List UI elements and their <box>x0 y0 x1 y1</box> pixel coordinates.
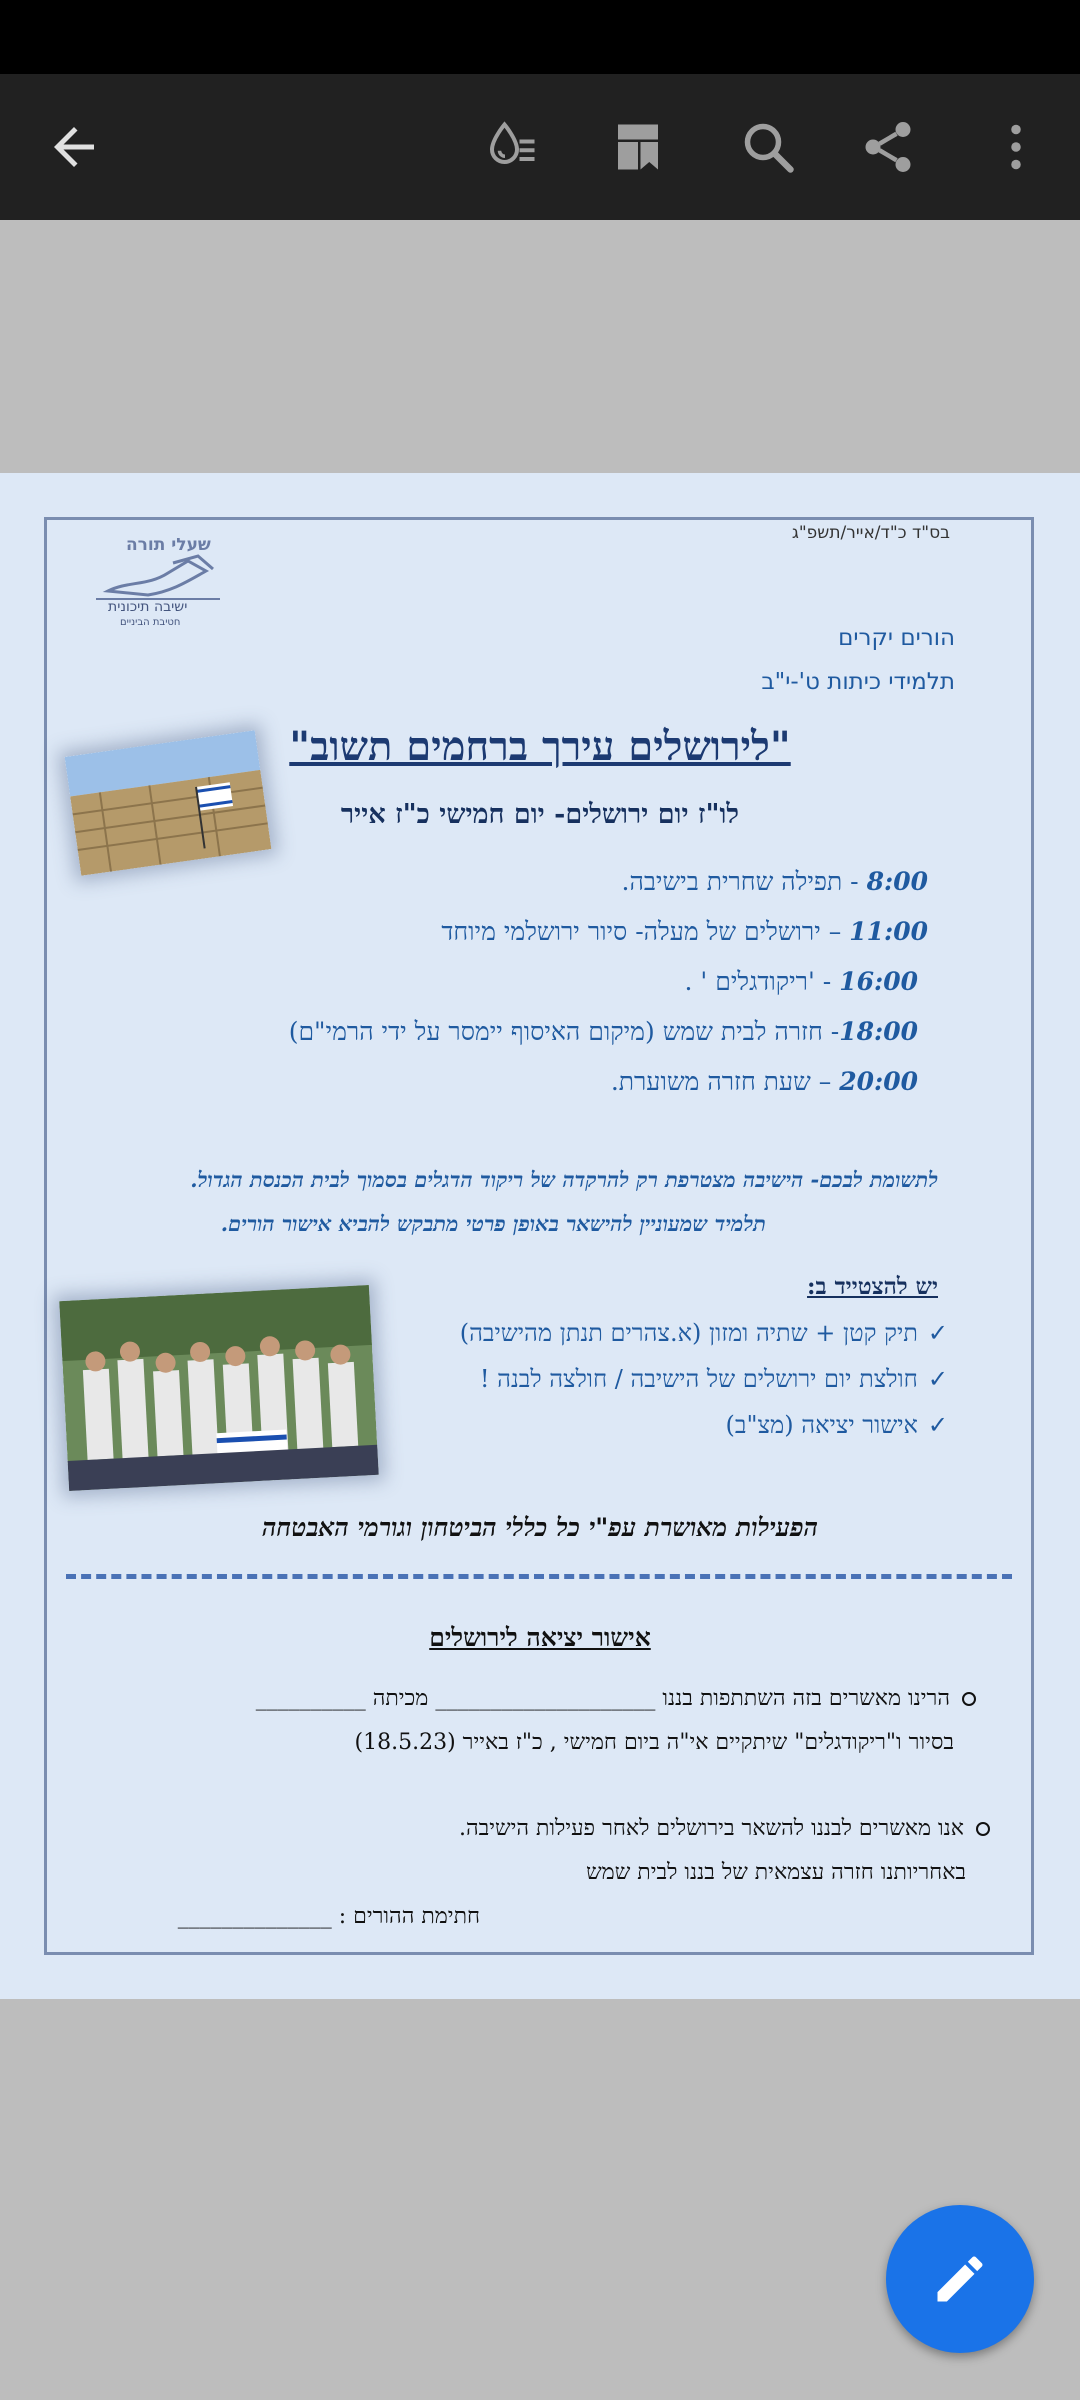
schedule-separator: - <box>842 867 867 896</box>
schedule-time: 8:00 <box>866 867 928 896</box>
edit-pencil-icon <box>930 2249 990 2309</box>
bring-item-text: חולצת יום ירושלים של הישיבה / חולצה לבנה ! <box>479 1365 918 1393</box>
check-icon: ✓ <box>927 1365 948 1393</box>
radio-circle-icon[interactable] <box>976 1822 990 1836</box>
schedule-text: שעת חזרה משוערת. <box>610 1067 811 1096</box>
more-options-button[interactable] <box>976 107 1056 187</box>
schedule-text: ירושלים של מעלה- סיור ירושלמי מיוחד <box>441 917 821 946</box>
more-vert-icon <box>986 117 1046 177</box>
document-subtitle: לו"ז יום ירושלים- יום חמישי כ"ז אייר <box>340 799 740 830</box>
schedule-time: 18:00 <box>839 1017 918 1046</box>
reading-mode-icon <box>482 117 542 177</box>
search-icon <box>738 117 798 177</box>
bring-list-title: יש להצטייד ב: <box>807 1273 938 1300</box>
schedule-time: 11:00 <box>849 917 928 946</box>
schedule-text: 'ריקודגלים ' . <box>684 967 815 996</box>
edit-fab-button[interactable] <box>886 2205 1034 2353</box>
schedule-item <box>611 1067 918 1097</box>
school-logo <box>78 533 238 633</box>
schedule-separator: - <box>814 967 840 996</box>
form-line-text: הרינו מאשרים בזה השתתפות בננו ____________________ מכיתה __________ <box>255 1686 950 1711</box>
schedule-text: חזרה לבית שמש (מיקום האיסוף יימסר על ידי הרמי"ם) <box>288 1017 823 1046</box>
bring-item <box>460 1319 948 1348</box>
reading-mode-button[interactable] <box>472 107 552 187</box>
cut-line-divider <box>66 1574 1012 1579</box>
schedule-text: תפילה שחרית בישיבה. <box>621 867 843 896</box>
logo-name: שעלי תורה <box>126 535 211 555</box>
parent-signature-line[interactable]: חתימת ההורים : ______________ <box>177 1904 480 1929</box>
greeting-parents: הורים יקרים <box>838 625 955 651</box>
permission-form-title: אישור יציאה לירושלים <box>429 1623 651 1652</box>
schedule-separator: – <box>810 1067 840 1096</box>
form-line-responsibility: באחריותנו חזרה עצמאית של בננו לבית שמש <box>586 1860 966 1885</box>
schedule-time: 16:00 <box>839 967 918 996</box>
bookmark-button[interactable] <box>598 107 678 187</box>
hebrew-date: בס"ד כ"ד/אייר/תשפ"ג <box>791 523 950 543</box>
schedule-item <box>441 917 928 947</box>
search-button[interactable] <box>728 107 808 187</box>
students-group-photo <box>59 1285 379 1491</box>
schedule-item <box>622 867 928 897</box>
wall-logo-icon <box>88 551 228 601</box>
attention-note-2: תלמיד שמעוניין להישאר באופן פרטי מתבקש להביא אישור הורים. <box>220 1211 766 1236</box>
back-arrow-icon <box>44 117 104 177</box>
document-page[interactable] <box>0 473 1080 1999</box>
schedule-item <box>289 1017 918 1047</box>
back-button[interactable] <box>34 107 114 187</box>
logo-subtext: חטיבת הביניים <box>120 617 181 628</box>
security-approval-note: הפעילות מאושרת עפ"י כל כללי הביטחון וגורמי האבטחה <box>262 1513 818 1542</box>
form-line-text: אנו מאשרים לבננו להשאר בירושלים לאחר פעילות הישיבה. <box>458 1816 964 1841</box>
share-icon <box>858 117 918 177</box>
schedule-separator: - <box>822 1017 840 1046</box>
bring-item-text: תיק קטן + שתיה ומזון (א.צהרים תנתן מהישיבה) <box>459 1319 918 1347</box>
check-icon: ✓ <box>927 1411 948 1439</box>
schedule-time: 20:00 <box>839 1067 918 1096</box>
bring-item <box>726 1411 948 1440</box>
attention-note: לתשומת לבכם- הישיבה מצטרפת רק להרקדה של ריקוד הדגלים בסמוך לבית הכנסת הגדול. <box>190 1167 938 1192</box>
status-bar <box>0 0 1080 74</box>
share-button[interactable] <box>848 107 928 187</box>
form-line-participation <box>256 1685 976 1711</box>
check-icon: ✓ <box>927 1319 948 1347</box>
bring-item-text: אישור יציאה (מצ"ב) <box>725 1411 918 1439</box>
form-line-tour: בסיור ו"ריקודגלים" שיתקיים אי"ה ביום חמישי , כ"ז באייר (18.5.23) <box>354 1730 954 1755</box>
bring-item <box>480 1365 948 1394</box>
document-title: "לירושלים עירך ברחמים תשוב" <box>289 723 791 770</box>
logo-subtitle: ישיבה תיכונית <box>108 599 188 615</box>
bookmark-document-icon <box>608 117 668 177</box>
form-line-stay <box>459 1815 990 1841</box>
schedule-separator: – <box>820 917 850 946</box>
radio-circle-icon[interactable] <box>962 1692 976 1706</box>
toolbar <box>0 74 1080 220</box>
schedule-item <box>685 967 918 997</box>
greeting-students: תלמידי כיתות ט'-י"ב <box>761 669 955 695</box>
